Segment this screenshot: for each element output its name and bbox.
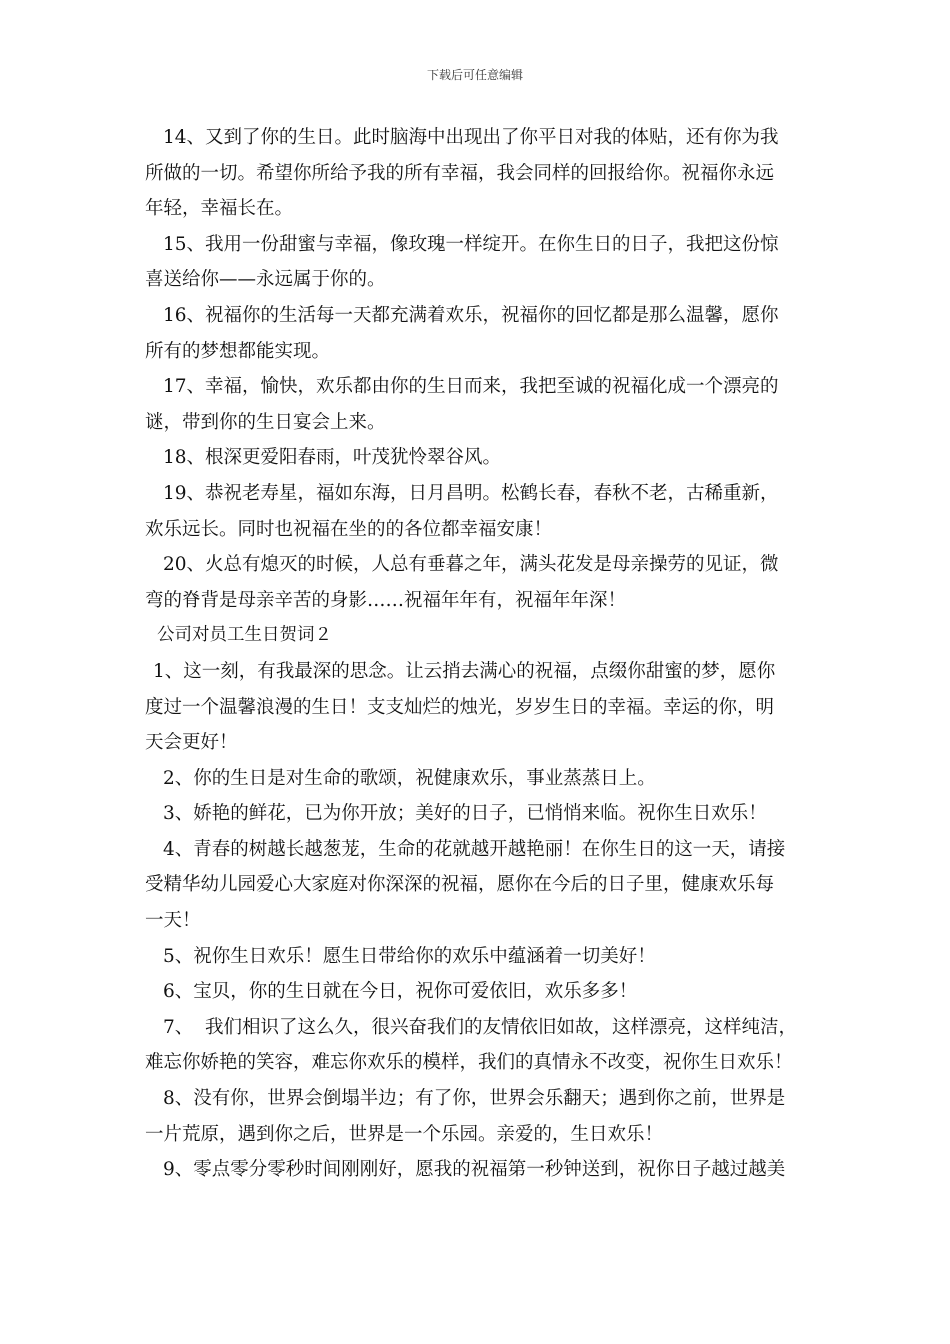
paragraph-line: 难忘你娇艳的笑容，难忘你欢乐的模样，我们的真情永不改变，祝你生日欢乐！: [145, 1052, 793, 1074]
paragraph-line: 谜，带到你的生日宴会上来。: [145, 411, 386, 433]
paragraph-line: 5、祝你生日欢乐！愿生日带给你的欢乐中蕴涵着一切美好！: [163, 945, 656, 967]
paragraph-line: 6、宝贝，你的生日就在今日，祝你可爱依旧，欢乐多多！: [163, 981, 638, 1003]
paragraph-line: 欢乐远长。同时也祝福在坐的的各位都幸福安康！: [145, 518, 553, 540]
paragraph-line: 一片荒原，遇到你之后，世界是一个乐园。亲爱的，生日欢乐！: [145, 1123, 664, 1145]
paragraph-line: 17、幸福，愉快，欢乐都由你的生日而来，我把至诚的祝福化成一个漂亮的: [163, 376, 779, 398]
paragraph-line: 2、你的生日是对生命的歌颂，祝健康欢乐，事业蒸蒸日上。: [163, 767, 656, 789]
paragraph-line: 3、娇艳的鲜花，已为你开放；美好的日子，已悄悄来临。祝你生日欢乐！: [163, 803, 767, 825]
paragraph-line: 8、没有你，世界会倒塌半边；有了你，世界会乐翻天；遇到你之前，世界是: [163, 1088, 786, 1110]
paragraph-line: 所做的一切。希望你所给予我的所有幸福，我会同样的回报给你。祝福你永远: [145, 162, 775, 184]
paragraph-line: 所有的梦想都能实现。: [145, 340, 331, 362]
paragraph-line: 年轻，幸福长在。: [145, 198, 294, 220]
paragraph-line: 9、零点零分零秒时间刚刚好，愿我的祝福第一秒钟送到，祝你日子越过越美: [163, 1159, 786, 1181]
paragraph-line: 4、青春的树越长越葱茏，生命的花就越开越艳丽！在你生日的这一天，请接: [163, 838, 786, 860]
paragraph-line: 15、我用一份甜蜜与幸福，像玫瑰一样绽开。在你生日的日子，我把这份惊: [163, 233, 779, 255]
paragraph-line: 20、火总有熄灭的时候，人总有垂暮之年，满头花发是母亲操劳的见证，微: [163, 554, 779, 576]
document-body: [145, 120, 813, 1188]
paragraph-line: 7、 我们相识了这么久，很兴奋我们的友情依旧如故，这样漂亮，这样纯洁，: [163, 1016, 798, 1038]
paragraph-line: 喜送给你——永远属于你的。: [145, 269, 386, 291]
section-title: 公司对员工生日贺词２: [157, 625, 332, 646]
paragraph-line: 14、又到了你的生日。此时脑海中出现出了你平日对我的体贴，还有你为我: [163, 127, 779, 148]
paragraph-line: 18、根深更爱阳春雨，叶茂犹怜翠谷风。: [163, 447, 502, 469]
paragraph-line: 一天！: [145, 910, 201, 932]
page-header: 下载后可任意编辑: [426, 68, 523, 82]
paragraph-line: 16、祝福你的生活每一天都充满着欢乐，祝福你的回忆都是那么温馨，愿你: [163, 304, 779, 326]
paragraph-line: 19、恭祝老寿星，福如东海，日月昌明。松鹤长春，春秋不老，古稀重新，: [163, 482, 779, 504]
paragraph-line: 受精华幼儿园爱心大家庭对你深深的祝福，愿你在今后的日子里，健康欢乐每: [145, 874, 775, 896]
paragraph-line: 弯的脊背是母亲辛苦的身影……祝福年年有，祝福年年深！: [145, 589, 627, 611]
paragraph-line: 度过一个温馨浪漫的生日！支支灿烂的烛光，岁岁生日的幸福。幸运的你，明: [145, 696, 775, 718]
paragraph-line: 1、这一刻，有我最深的思念。让云捎去满心的祝福，点缀你甜蜜的梦，愿你: [153, 660, 776, 682]
paragraph-line: 天会更好！: [145, 732, 238, 754]
